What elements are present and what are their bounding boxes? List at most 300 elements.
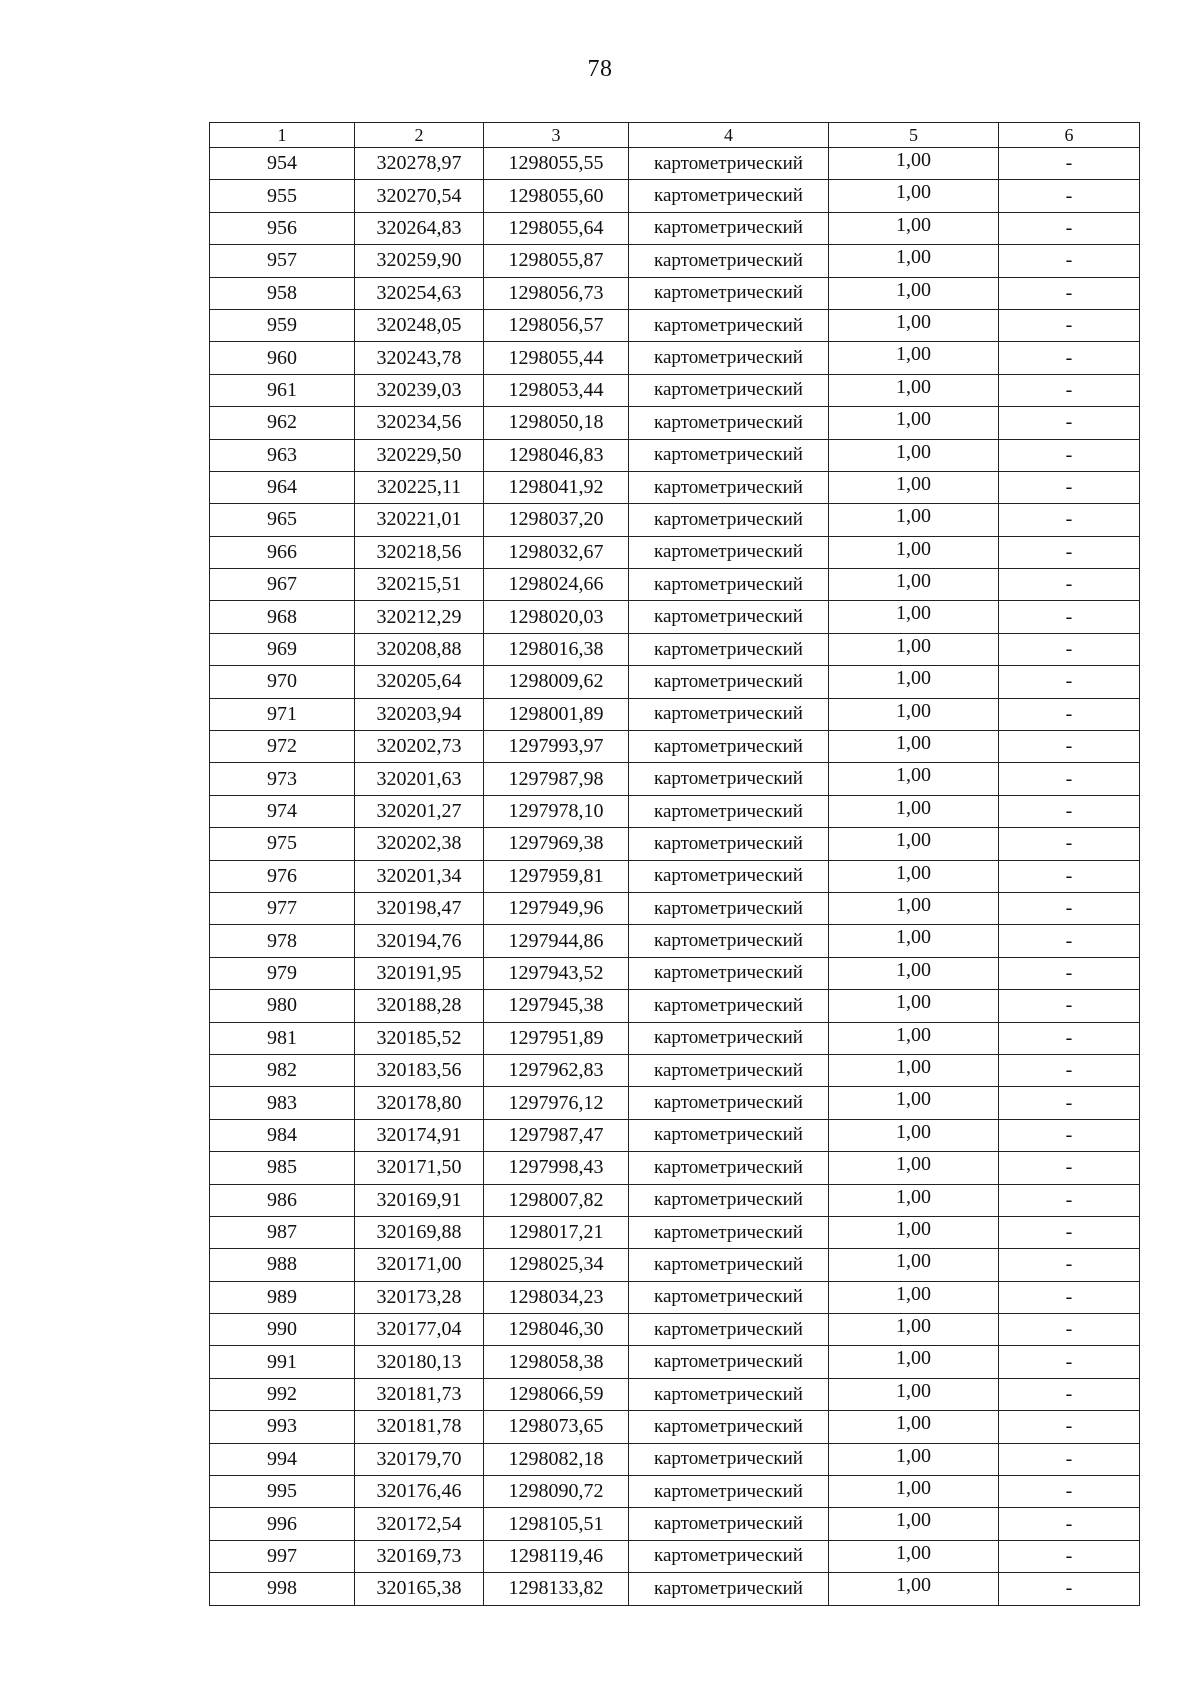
x-coordinate-cell: 320225,11 bbox=[355, 471, 484, 503]
y-coordinate-cell: 1298007,82 bbox=[484, 1184, 629, 1216]
table-row bbox=[210, 180, 1140, 212]
accuracy-cell: 1,00 bbox=[829, 990, 999, 1022]
x-coordinate-cell: 320181,78 bbox=[355, 1411, 484, 1443]
column-header-3: 3 bbox=[484, 123, 629, 148]
method-cell: картометрический bbox=[629, 277, 829, 309]
table-row bbox=[210, 1152, 1140, 1184]
accuracy-cell: 1,00 bbox=[829, 1378, 999, 1410]
x-coordinate-cell: 320208,88 bbox=[355, 633, 484, 665]
method-cell: картометрический bbox=[629, 1216, 829, 1248]
method-cell: картометрический bbox=[629, 892, 829, 924]
point-number-cell: 974 bbox=[210, 795, 355, 827]
table-row bbox=[210, 471, 1140, 503]
note-cell: - bbox=[999, 180, 1140, 212]
x-coordinate-cell: 320229,50 bbox=[355, 439, 484, 471]
accuracy-cell: 1,00 bbox=[829, 666, 999, 698]
y-coordinate-cell: 1298016,38 bbox=[484, 633, 629, 665]
x-coordinate-cell: 320177,04 bbox=[355, 1314, 484, 1346]
table-row bbox=[210, 698, 1140, 730]
method-cell: картометрический bbox=[629, 342, 829, 374]
y-coordinate-cell: 1297993,97 bbox=[484, 731, 629, 763]
table-row bbox=[210, 601, 1140, 633]
x-coordinate-cell: 320254,63 bbox=[355, 277, 484, 309]
accuracy-cell: 1,00 bbox=[829, 1314, 999, 1346]
accuracy-cell: 1,00 bbox=[829, 1249, 999, 1281]
method-cell: картометрический bbox=[629, 795, 829, 827]
accuracy-cell: 1,00 bbox=[829, 1476, 999, 1508]
method-cell: картометрический bbox=[629, 1022, 829, 1054]
x-coordinate-cell: 320218,56 bbox=[355, 536, 484, 568]
x-coordinate-cell: 320198,47 bbox=[355, 892, 484, 924]
point-number-cell: 986 bbox=[210, 1184, 355, 1216]
table-row bbox=[210, 439, 1140, 471]
x-coordinate-cell: 320264,83 bbox=[355, 212, 484, 244]
point-number-cell: 973 bbox=[210, 763, 355, 795]
y-coordinate-cell: 1298024,66 bbox=[484, 569, 629, 601]
method-cell: картометрический bbox=[629, 1346, 829, 1378]
table-row bbox=[210, 407, 1140, 439]
table-row bbox=[210, 1378, 1140, 1410]
y-coordinate-cell: 1297976,12 bbox=[484, 1087, 629, 1119]
accuracy-cell: 1,00 bbox=[829, 731, 999, 763]
method-cell: картометрический bbox=[629, 731, 829, 763]
accuracy-cell: 1,00 bbox=[829, 601, 999, 633]
table-row bbox=[210, 860, 1140, 892]
y-coordinate-cell: 1298073,65 bbox=[484, 1411, 629, 1443]
note-cell: - bbox=[999, 148, 1140, 180]
y-coordinate-cell: 1298090,72 bbox=[484, 1476, 629, 1508]
note-cell: - bbox=[999, 536, 1140, 568]
point-number-cell: 959 bbox=[210, 309, 355, 341]
note-cell: - bbox=[999, 1443, 1140, 1475]
note-cell: - bbox=[999, 277, 1140, 309]
method-cell: картометрический bbox=[629, 1152, 829, 1184]
method-cell: картометрический bbox=[629, 1119, 829, 1151]
method-cell: картометрический bbox=[629, 504, 829, 536]
point-number-cell: 960 bbox=[210, 342, 355, 374]
x-coordinate-cell: 320243,78 bbox=[355, 342, 484, 374]
method-cell: картометрический bbox=[629, 1411, 829, 1443]
note-cell: - bbox=[999, 828, 1140, 860]
table-row bbox=[210, 148, 1140, 180]
point-number-cell: 991 bbox=[210, 1346, 355, 1378]
accuracy-cell: 1,00 bbox=[829, 828, 999, 860]
y-coordinate-cell: 1298001,89 bbox=[484, 698, 629, 730]
point-number-cell: 969 bbox=[210, 633, 355, 665]
method-cell: картометрический bbox=[629, 828, 829, 860]
y-coordinate-cell: 1297978,10 bbox=[484, 795, 629, 827]
method-cell: картометрический bbox=[629, 374, 829, 406]
x-coordinate-cell: 320201,34 bbox=[355, 860, 484, 892]
method-cell: картометрический bbox=[629, 439, 829, 471]
x-coordinate-cell: 320178,80 bbox=[355, 1087, 484, 1119]
point-number-cell: 988 bbox=[210, 1249, 355, 1281]
method-cell: картометрический bbox=[629, 1249, 829, 1281]
accuracy-cell: 1,00 bbox=[829, 957, 999, 989]
note-cell: - bbox=[999, 1119, 1140, 1151]
table-row bbox=[210, 374, 1140, 406]
accuracy-cell: 1,00 bbox=[829, 1540, 999, 1572]
x-coordinate-cell: 320171,50 bbox=[355, 1152, 484, 1184]
note-cell: - bbox=[999, 925, 1140, 957]
note-cell: - bbox=[999, 1411, 1140, 1443]
note-cell: - bbox=[999, 1508, 1140, 1540]
point-number-cell: 984 bbox=[210, 1119, 355, 1151]
note-cell: - bbox=[999, 1022, 1140, 1054]
table-row bbox=[210, 763, 1140, 795]
method-cell: картометрический bbox=[629, 957, 829, 989]
y-coordinate-cell: 1298066,59 bbox=[484, 1378, 629, 1410]
header-row bbox=[210, 123, 1140, 148]
x-coordinate-cell: 320201,27 bbox=[355, 795, 484, 827]
accuracy-cell: 1,00 bbox=[829, 1152, 999, 1184]
y-coordinate-cell: 1298055,87 bbox=[484, 245, 629, 277]
method-cell: картометрический bbox=[629, 990, 829, 1022]
column-header-2: 2 bbox=[355, 123, 484, 148]
method-cell: картометрический bbox=[629, 407, 829, 439]
table-row bbox=[210, 1249, 1140, 1281]
y-coordinate-cell: 1298034,23 bbox=[484, 1281, 629, 1313]
method-cell: картометрический bbox=[629, 860, 829, 892]
point-number-cell: 980 bbox=[210, 990, 355, 1022]
method-cell: картометрический bbox=[629, 471, 829, 503]
accuracy-cell: 1,00 bbox=[829, 342, 999, 374]
table-row bbox=[210, 892, 1140, 924]
y-coordinate-cell: 1298056,57 bbox=[484, 309, 629, 341]
point-number-cell: 968 bbox=[210, 601, 355, 633]
x-coordinate-cell: 320203,94 bbox=[355, 698, 484, 730]
y-coordinate-cell: 1297943,52 bbox=[484, 957, 629, 989]
table-row bbox=[210, 990, 1140, 1022]
y-coordinate-cell: 1297987,47 bbox=[484, 1119, 629, 1151]
table-row bbox=[210, 212, 1140, 244]
accuracy-cell: 1,00 bbox=[829, 439, 999, 471]
point-number-cell: 992 bbox=[210, 1378, 355, 1410]
accuracy-cell: 1,00 bbox=[829, 1054, 999, 1086]
point-number-cell: 987 bbox=[210, 1216, 355, 1248]
x-coordinate-cell: 320173,28 bbox=[355, 1281, 484, 1313]
x-coordinate-cell: 320221,01 bbox=[355, 504, 484, 536]
table-row bbox=[210, 1216, 1140, 1248]
note-cell: - bbox=[999, 1216, 1140, 1248]
note-cell: - bbox=[999, 633, 1140, 665]
y-coordinate-cell: 1298046,30 bbox=[484, 1314, 629, 1346]
method-cell: картометрический bbox=[629, 666, 829, 698]
x-coordinate-cell: 320215,51 bbox=[355, 569, 484, 601]
x-coordinate-cell: 320194,76 bbox=[355, 925, 484, 957]
note-cell: - bbox=[999, 1476, 1140, 1508]
table-row bbox=[210, 1022, 1140, 1054]
y-coordinate-cell: 1297949,96 bbox=[484, 892, 629, 924]
point-number-cell: 970 bbox=[210, 666, 355, 698]
x-coordinate-cell: 320278,97 bbox=[355, 148, 484, 180]
y-coordinate-cell: 1298032,67 bbox=[484, 536, 629, 568]
column-header-6: 6 bbox=[999, 123, 1140, 148]
note-cell: - bbox=[999, 1346, 1140, 1378]
accuracy-cell: 1,00 bbox=[829, 698, 999, 730]
method-cell: картометрический bbox=[629, 1054, 829, 1086]
y-coordinate-cell: 1297959,81 bbox=[484, 860, 629, 892]
x-coordinate-cell: 320234,56 bbox=[355, 407, 484, 439]
y-coordinate-cell: 1297987,98 bbox=[484, 763, 629, 795]
accuracy-cell: 1,00 bbox=[829, 148, 999, 180]
x-coordinate-cell: 320188,28 bbox=[355, 990, 484, 1022]
note-cell: - bbox=[999, 698, 1140, 730]
table-row bbox=[210, 245, 1140, 277]
accuracy-cell: 1,00 bbox=[829, 795, 999, 827]
note-cell: - bbox=[999, 990, 1140, 1022]
table-row bbox=[210, 1573, 1140, 1605]
method-cell: картометрический bbox=[629, 1281, 829, 1313]
y-coordinate-cell: 1298017,21 bbox=[484, 1216, 629, 1248]
x-coordinate-cell: 320259,90 bbox=[355, 245, 484, 277]
table-row bbox=[210, 957, 1140, 989]
table-row bbox=[210, 1054, 1140, 1086]
y-coordinate-cell: 1298133,82 bbox=[484, 1573, 629, 1605]
table-row bbox=[210, 1540, 1140, 1572]
accuracy-cell: 1,00 bbox=[829, 892, 999, 924]
column-header-1: 1 bbox=[210, 123, 355, 148]
table-body bbox=[210, 148, 1140, 1606]
method-cell: картометрический bbox=[629, 1443, 829, 1475]
accuracy-cell: 1,00 bbox=[829, 633, 999, 665]
x-coordinate-cell: 320165,38 bbox=[355, 1573, 484, 1605]
method-cell: картометрический bbox=[629, 698, 829, 730]
note-cell: - bbox=[999, 731, 1140, 763]
table-row bbox=[210, 925, 1140, 957]
point-number-cell: 998 bbox=[210, 1573, 355, 1605]
x-coordinate-cell: 320169,73 bbox=[355, 1540, 484, 1572]
note-cell: - bbox=[999, 471, 1140, 503]
note-cell: - bbox=[999, 795, 1140, 827]
accuracy-cell: 1,00 bbox=[829, 925, 999, 957]
method-cell: картометрический bbox=[629, 1508, 829, 1540]
point-number-cell: 981 bbox=[210, 1022, 355, 1054]
y-coordinate-cell: 1298046,83 bbox=[484, 439, 629, 471]
note-cell: - bbox=[999, 601, 1140, 633]
accuracy-cell: 1,00 bbox=[829, 1184, 999, 1216]
point-number-cell: 971 bbox=[210, 698, 355, 730]
accuracy-cell: 1,00 bbox=[829, 1443, 999, 1475]
note-cell: - bbox=[999, 212, 1140, 244]
coordinates-table bbox=[209, 122, 1140, 1606]
method-cell: картометрический bbox=[629, 601, 829, 633]
y-coordinate-cell: 1298041,92 bbox=[484, 471, 629, 503]
note-cell: - bbox=[999, 1281, 1140, 1313]
accuracy-cell: 1,00 bbox=[829, 569, 999, 601]
point-number-cell: 985 bbox=[210, 1152, 355, 1184]
method-cell: картометрический bbox=[629, 1476, 829, 1508]
point-number-cell: 967 bbox=[210, 569, 355, 601]
x-coordinate-cell: 320176,46 bbox=[355, 1476, 484, 1508]
y-coordinate-cell: 1297945,38 bbox=[484, 990, 629, 1022]
point-number-cell: 958 bbox=[210, 277, 355, 309]
y-coordinate-cell: 1297944,86 bbox=[484, 925, 629, 957]
note-cell: - bbox=[999, 569, 1140, 601]
note-cell: - bbox=[999, 957, 1140, 989]
x-coordinate-cell: 320248,05 bbox=[355, 309, 484, 341]
table-row bbox=[210, 1281, 1140, 1313]
x-coordinate-cell: 320183,56 bbox=[355, 1054, 484, 1086]
point-number-cell: 995 bbox=[210, 1476, 355, 1508]
note-cell: - bbox=[999, 1184, 1140, 1216]
y-coordinate-cell: 1298105,51 bbox=[484, 1508, 629, 1540]
point-number-cell: 954 bbox=[210, 148, 355, 180]
y-coordinate-cell: 1297998,43 bbox=[484, 1152, 629, 1184]
point-number-cell: 975 bbox=[210, 828, 355, 860]
y-coordinate-cell: 1298053,44 bbox=[484, 374, 629, 406]
note-cell: - bbox=[999, 1540, 1140, 1572]
x-coordinate-cell: 320239,03 bbox=[355, 374, 484, 406]
point-number-cell: 997 bbox=[210, 1540, 355, 1572]
method-cell: картометрический bbox=[629, 148, 829, 180]
point-number-cell: 962 bbox=[210, 407, 355, 439]
point-number-cell: 990 bbox=[210, 1314, 355, 1346]
table-row bbox=[210, 1119, 1140, 1151]
note-cell: - bbox=[999, 1152, 1140, 1184]
method-cell: картометрический bbox=[629, 180, 829, 212]
note-cell: - bbox=[999, 504, 1140, 536]
y-coordinate-cell: 1298037,20 bbox=[484, 504, 629, 536]
accuracy-cell: 1,00 bbox=[829, 374, 999, 406]
point-number-cell: 996 bbox=[210, 1508, 355, 1540]
accuracy-cell: 1,00 bbox=[829, 1346, 999, 1378]
column-header-5: 5 bbox=[829, 123, 999, 148]
table-row bbox=[210, 1184, 1140, 1216]
method-cell: картометрический bbox=[629, 245, 829, 277]
point-number-cell: 994 bbox=[210, 1443, 355, 1475]
y-coordinate-cell: 1298055,64 bbox=[484, 212, 629, 244]
point-number-cell: 956 bbox=[210, 212, 355, 244]
method-cell: картометрический bbox=[629, 633, 829, 665]
method-cell: картометрический bbox=[629, 1540, 829, 1572]
note-cell: - bbox=[999, 439, 1140, 471]
note-cell: - bbox=[999, 374, 1140, 406]
accuracy-cell: 1,00 bbox=[829, 1216, 999, 1248]
table-row bbox=[210, 731, 1140, 763]
x-coordinate-cell: 320212,29 bbox=[355, 601, 484, 633]
method-cell: картометрический bbox=[629, 1573, 829, 1605]
table-row bbox=[210, 1411, 1140, 1443]
y-coordinate-cell: 1298020,03 bbox=[484, 601, 629, 633]
accuracy-cell: 1,00 bbox=[829, 212, 999, 244]
note-cell: - bbox=[999, 407, 1140, 439]
x-coordinate-cell: 320169,91 bbox=[355, 1184, 484, 1216]
x-coordinate-cell: 320181,73 bbox=[355, 1378, 484, 1410]
x-coordinate-cell: 320202,38 bbox=[355, 828, 484, 860]
table-row bbox=[210, 504, 1140, 536]
column-header-4: 4 bbox=[629, 123, 829, 148]
y-coordinate-cell: 1298025,34 bbox=[484, 1249, 629, 1281]
table-row bbox=[210, 1087, 1140, 1119]
method-cell: картометрический bbox=[629, 925, 829, 957]
accuracy-cell: 1,00 bbox=[829, 1411, 999, 1443]
method-cell: картометрический bbox=[629, 1314, 829, 1346]
point-number-cell: 965 bbox=[210, 504, 355, 536]
note-cell: - bbox=[999, 1249, 1140, 1281]
method-cell: картометрический bbox=[629, 1087, 829, 1119]
point-number-cell: 972 bbox=[210, 731, 355, 763]
accuracy-cell: 1,00 bbox=[829, 504, 999, 536]
method-cell: картометрический bbox=[629, 536, 829, 568]
table-row bbox=[210, 666, 1140, 698]
note-cell: - bbox=[999, 892, 1140, 924]
y-coordinate-cell: 1298082,18 bbox=[484, 1443, 629, 1475]
y-coordinate-cell: 1298050,18 bbox=[484, 407, 629, 439]
method-cell: картометрический bbox=[629, 1184, 829, 1216]
x-coordinate-cell: 320191,95 bbox=[355, 957, 484, 989]
x-coordinate-cell: 320201,63 bbox=[355, 763, 484, 795]
accuracy-cell: 1,00 bbox=[829, 180, 999, 212]
x-coordinate-cell: 320172,54 bbox=[355, 1508, 484, 1540]
x-coordinate-cell: 320185,52 bbox=[355, 1022, 484, 1054]
x-coordinate-cell: 320180,13 bbox=[355, 1346, 484, 1378]
table-row bbox=[210, 795, 1140, 827]
note-cell: - bbox=[999, 1573, 1140, 1605]
table-row bbox=[210, 1346, 1140, 1378]
x-coordinate-cell: 320202,73 bbox=[355, 731, 484, 763]
accuracy-cell: 1,00 bbox=[829, 1508, 999, 1540]
accuracy-cell: 1,00 bbox=[829, 407, 999, 439]
point-number-cell: 978 bbox=[210, 925, 355, 957]
accuracy-cell: 1,00 bbox=[829, 1022, 999, 1054]
table-row bbox=[210, 309, 1140, 341]
x-coordinate-cell: 320169,88 bbox=[355, 1216, 484, 1248]
note-cell: - bbox=[999, 860, 1140, 892]
method-cell: картометрический bbox=[629, 309, 829, 341]
method-cell: картометрический bbox=[629, 763, 829, 795]
y-coordinate-cell: 1298055,55 bbox=[484, 148, 629, 180]
accuracy-cell: 1,00 bbox=[829, 1119, 999, 1151]
coordinates-table-container bbox=[209, 122, 1139, 1606]
point-number-cell: 955 bbox=[210, 180, 355, 212]
accuracy-cell: 1,00 bbox=[829, 277, 999, 309]
accuracy-cell: 1,00 bbox=[829, 860, 999, 892]
method-cell: картометрический bbox=[629, 212, 829, 244]
accuracy-cell: 1,00 bbox=[829, 309, 999, 341]
accuracy-cell: 1,00 bbox=[829, 1573, 999, 1605]
accuracy-cell: 1,00 bbox=[829, 763, 999, 795]
y-coordinate-cell: 1297951,89 bbox=[484, 1022, 629, 1054]
point-number-cell: 963 bbox=[210, 439, 355, 471]
method-cell: картометрический bbox=[629, 1378, 829, 1410]
point-number-cell: 993 bbox=[210, 1411, 355, 1443]
table-row bbox=[210, 342, 1140, 374]
y-coordinate-cell: 1298119,46 bbox=[484, 1540, 629, 1572]
table-row bbox=[210, 828, 1140, 860]
page-number: 78 bbox=[587, 56, 613, 82]
note-cell: - bbox=[999, 1054, 1140, 1086]
note-cell: - bbox=[999, 763, 1140, 795]
table-row bbox=[210, 1443, 1140, 1475]
y-coordinate-cell: 1298058,38 bbox=[484, 1346, 629, 1378]
point-number-cell: 957 bbox=[210, 245, 355, 277]
x-coordinate-cell: 320174,91 bbox=[355, 1119, 484, 1151]
accuracy-cell: 1,00 bbox=[829, 471, 999, 503]
table-row bbox=[210, 1314, 1140, 1346]
point-number-cell: 976 bbox=[210, 860, 355, 892]
accuracy-cell: 1,00 bbox=[829, 536, 999, 568]
note-cell: - bbox=[999, 245, 1140, 277]
point-number-cell: 966 bbox=[210, 536, 355, 568]
table-row bbox=[210, 569, 1140, 601]
accuracy-cell: 1,00 bbox=[829, 1281, 999, 1313]
x-coordinate-cell: 320171,00 bbox=[355, 1249, 484, 1281]
y-coordinate-cell: 1298055,44 bbox=[484, 342, 629, 374]
accuracy-cell: 1,00 bbox=[829, 1087, 999, 1119]
point-number-cell: 977 bbox=[210, 892, 355, 924]
note-cell: - bbox=[999, 342, 1140, 374]
